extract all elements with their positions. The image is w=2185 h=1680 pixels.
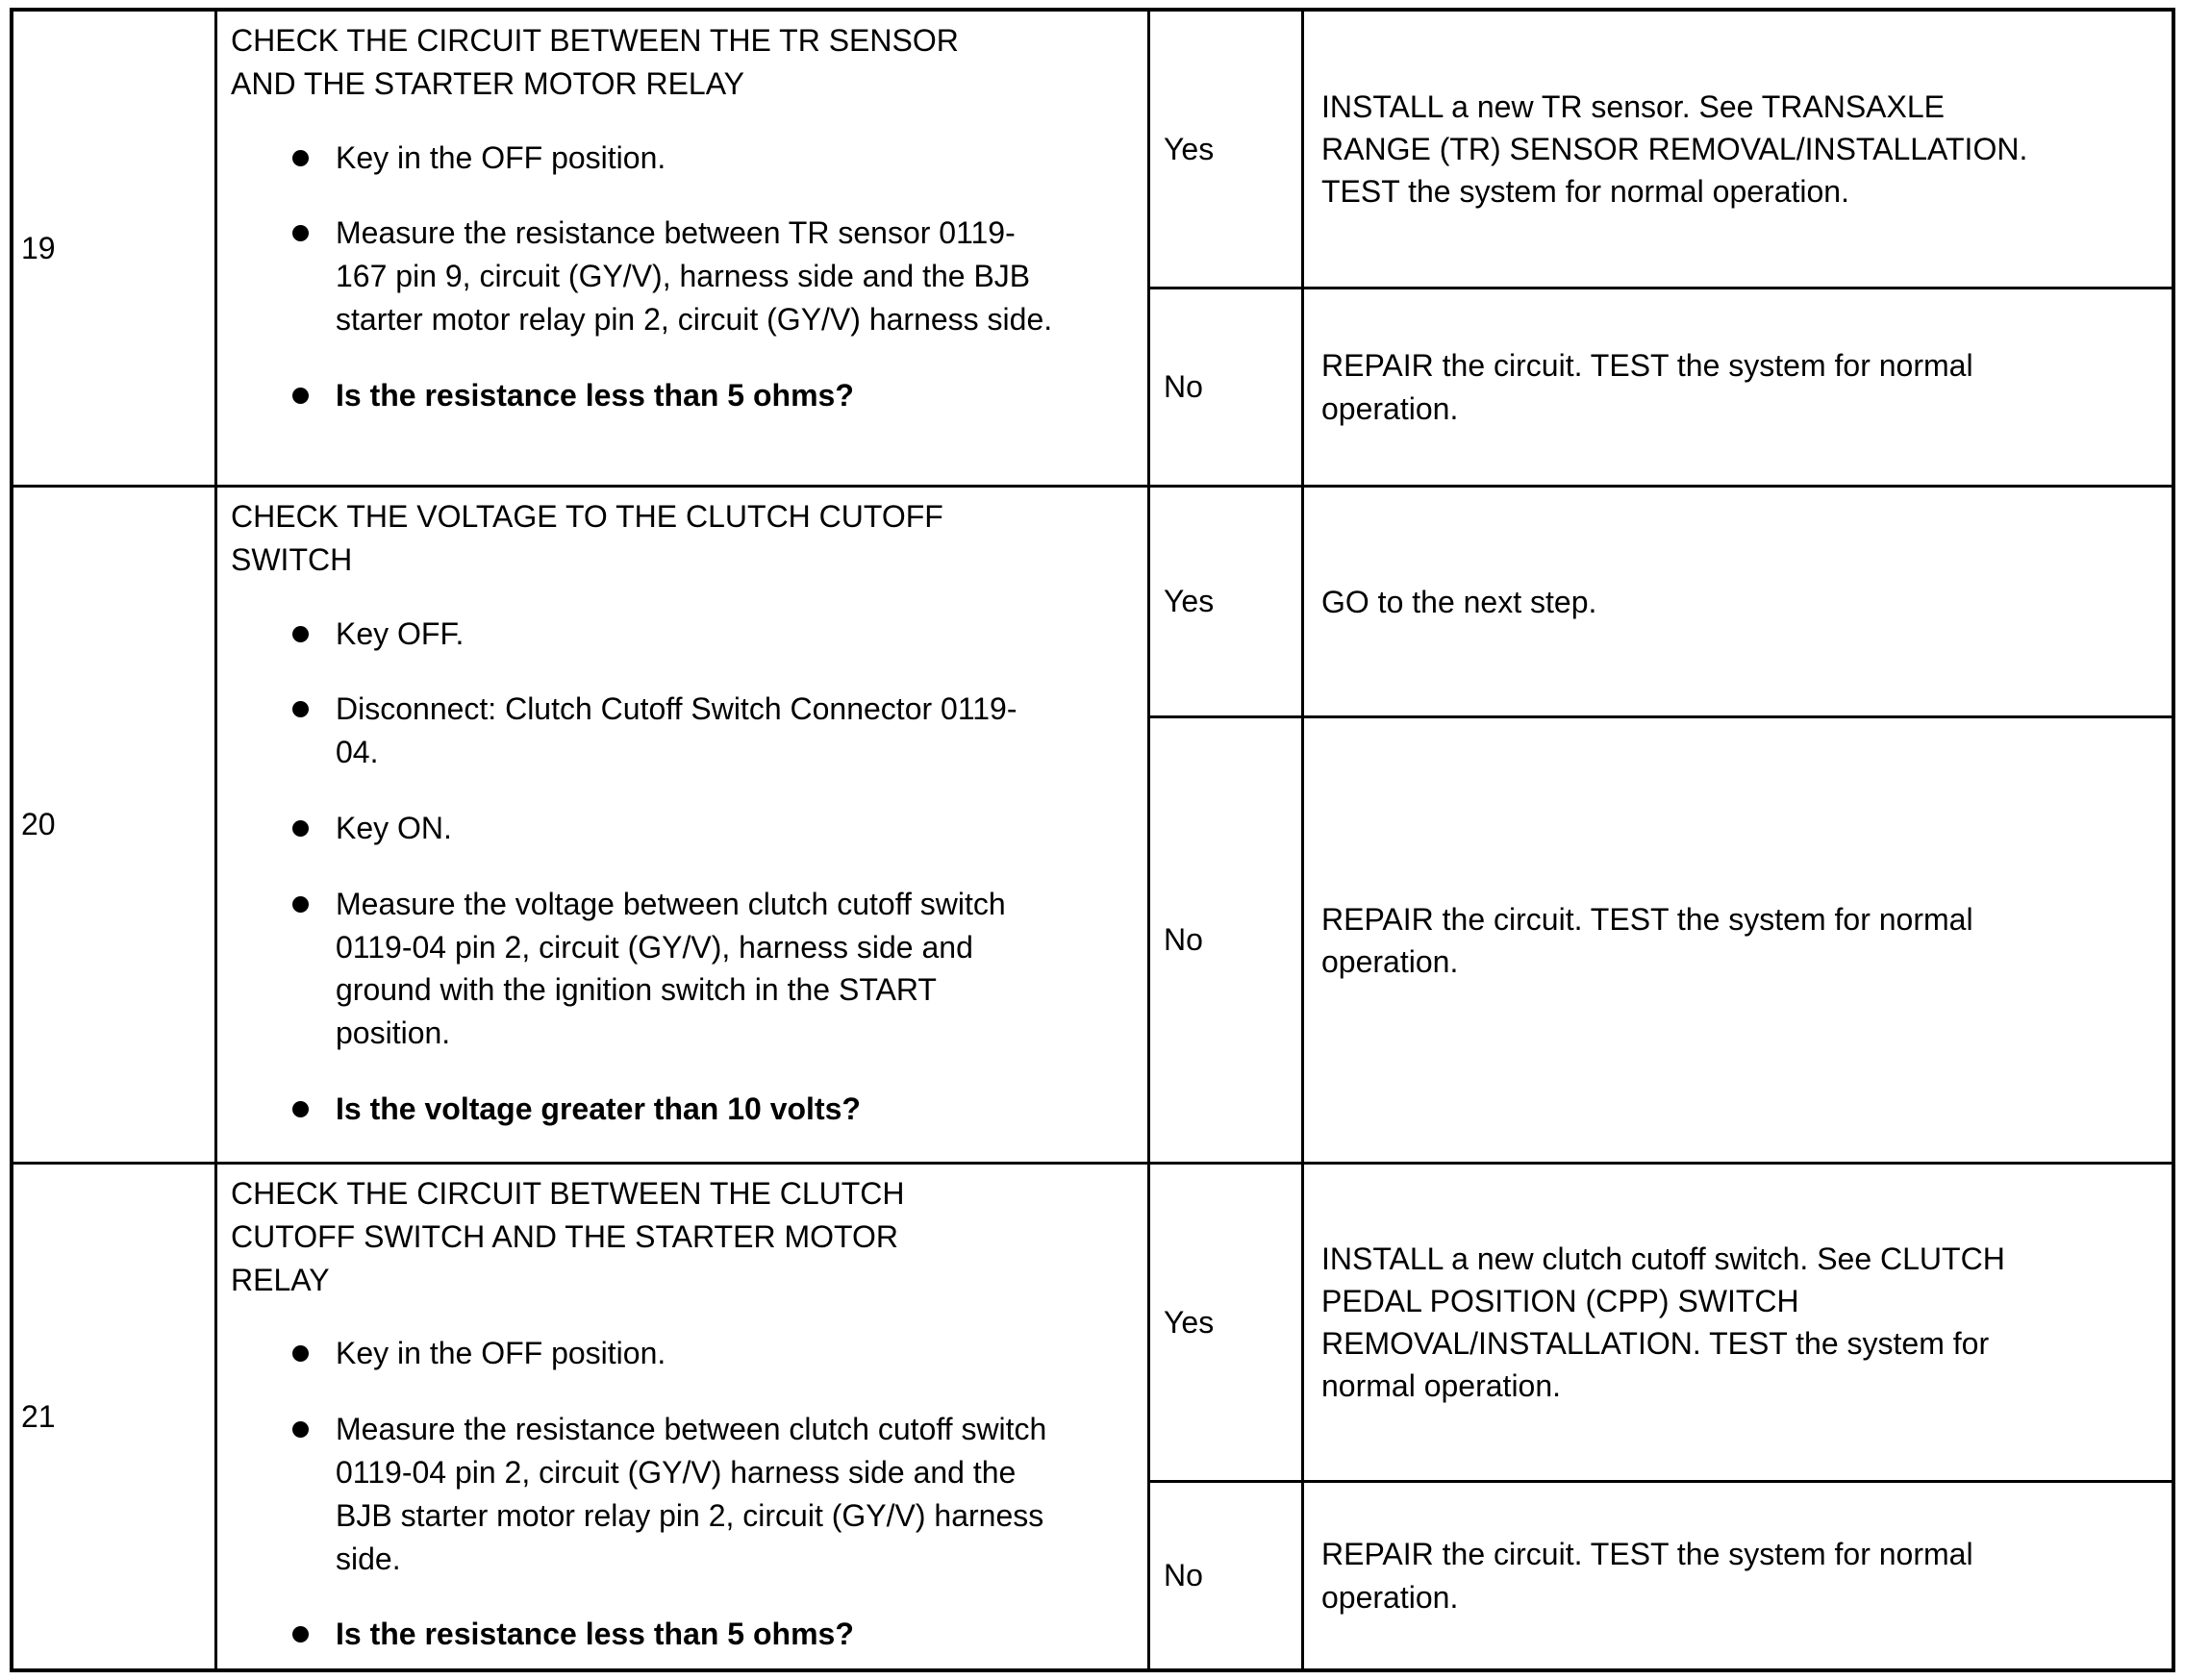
no-cell <box>1150 289 1304 485</box>
bullet-icon <box>292 1345 309 1362</box>
step-number-cell <box>13 12 217 485</box>
yes-cell <box>1150 12 1304 287</box>
step-text: Is the resistance less than 5 ohms? <box>336 377 854 413</box>
table-row <box>13 12 2172 485</box>
bullet-icon <box>292 1421 309 1438</box>
no-label: No <box>1164 1558 1203 1593</box>
test-title: CHECK THE CIRCUIT BETWEEN THE TR SENSOR AND THE STARTER MOTOR RELAY <box>231 23 959 101</box>
test-title: CHECK THE CIRCUIT BETWEEN THE CLUTCH CUTOFF SWITCH AND THE STARTER MOTOR RELAY <box>231 1176 905 1297</box>
test-steps-list <box>231 1332 1113 1656</box>
yes-action-cell <box>1304 12 2172 287</box>
result-yes-row <box>1150 1165 2172 1480</box>
test-title: CHECK THE VOLTAGE TO THE CLUTCH CUTOFF SWITCH <box>231 499 943 577</box>
list-item <box>292 1088 1113 1131</box>
yes-action-text: INSTALL a new TR sensor. See TRANSAXLE RANGE (TR) SENSOR REMOVAL/INSTALLATION. TEST the system for normal operation. <box>1321 88 2028 210</box>
list-item <box>292 212 1113 340</box>
bullet-icon <box>292 1626 309 1642</box>
table-row <box>13 1162 2172 1668</box>
yes-action-cell <box>1304 488 2172 715</box>
step-text: Key ON. <box>336 810 452 845</box>
yes-cell <box>1150 1165 1304 1480</box>
step-text: Measure the voltage between clutch cutoff switch 0119-04 pin 2, circuit (GY/V), harness side and ground with the ignition switch in the START position. <box>336 886 1006 1051</box>
bullet-icon <box>292 820 309 837</box>
results-cell <box>1150 12 2172 485</box>
yes-label: Yes <box>1164 1304 1215 1340</box>
step-number-cell <box>13 1165 217 1668</box>
bullet-icon <box>292 150 309 166</box>
list-item <box>292 1332 1113 1375</box>
result-no-row <box>1150 1480 2172 1668</box>
bullet-icon <box>292 388 309 404</box>
list-item <box>292 807 1113 850</box>
results-cell <box>1150 488 2172 1162</box>
step-text: Measure the resistance between clutch cutoff switch 0119-04 pin 2, circuit (GY/V) harness side and the BJB starter motor relay pin 2, circuit (GY/V) harness side. <box>336 1412 1047 1576</box>
list-item <box>292 883 1113 1055</box>
test-steps-list <box>231 613 1113 1131</box>
no-label: No <box>1164 922 1203 958</box>
bullet-icon <box>292 225 309 241</box>
list-item <box>292 688 1113 774</box>
results-cell <box>1150 1165 2172 1668</box>
bullet-icon <box>292 701 309 717</box>
step-number: 21 <box>21 1398 56 1434</box>
yes-action-text: GO to the next step. <box>1321 584 1597 619</box>
step-text: Measure the resistance between TR sensor 0119-167 pin 9, circuit (GY/V), harness side and the BJB starter motor relay pin 2, circuit (GY/V) harness side. <box>336 215 1053 337</box>
step-number: 20 <box>21 807 56 841</box>
no-action-cell <box>1304 718 2172 1162</box>
yes-label: Yes <box>1164 131 1215 166</box>
test-steps-list <box>231 137 1113 417</box>
list-item <box>292 1613 1113 1656</box>
no-action-text: REPAIR the circuit. TEST the system for normal operation. <box>1321 348 1973 426</box>
diagnostic-table <box>10 8 2175 1672</box>
step-number-cell <box>13 488 217 1162</box>
list-item <box>292 613 1113 656</box>
step-text: Key in the OFF position. <box>336 1336 666 1371</box>
no-cell <box>1150 718 1304 1162</box>
no-action-text: REPAIR the circuit. TEST the system for normal operation. <box>1321 901 1973 979</box>
result-yes-row <box>1150 12 2172 287</box>
no-action-text: REPAIR the circuit. TEST the system for normal operation. <box>1321 1537 1973 1615</box>
list-item <box>292 374 1113 417</box>
step-number: 19 <box>21 230 56 265</box>
no-action-cell <box>1304 289 2172 485</box>
no-label: No <box>1164 369 1203 405</box>
table-row <box>13 485 2172 1162</box>
yes-action-text: INSTALL a new clutch cutoff switch. See CLUTCH PEDAL POSITION (CPP) SWITCH REMOVAL/INSTALLATION. TEST the system for normal operation. <box>1321 1241 2005 1404</box>
result-no-row <box>1150 715 2172 1162</box>
yes-label: Yes <box>1164 584 1215 619</box>
no-cell <box>1150 1483 1304 1668</box>
result-no-row <box>1150 287 2172 485</box>
step-text: Is the resistance less than 5 ohms? <box>336 1617 854 1652</box>
bullet-icon <box>292 1101 309 1117</box>
yes-action-cell <box>1304 1165 2172 1480</box>
bullet-icon <box>292 896 309 913</box>
yes-cell <box>1150 488 1304 715</box>
bullet-icon <box>292 626 309 642</box>
result-yes-row <box>1150 488 2172 715</box>
step-text: Key in the OFF position. <box>336 139 666 175</box>
step-text: Is the voltage greater than 10 volts? <box>336 1091 861 1126</box>
test-description-cell <box>217 488 1150 1162</box>
test-description-cell <box>217 12 1150 485</box>
list-item <box>292 1408 1113 1580</box>
no-action-cell <box>1304 1483 2172 1668</box>
step-text: Disconnect: Clutch Cutoff Switch Connector 0119-04. <box>336 691 1017 770</box>
test-description-cell <box>217 1165 1150 1668</box>
list-item <box>292 137 1113 180</box>
step-text: Key OFF. <box>336 615 465 651</box>
